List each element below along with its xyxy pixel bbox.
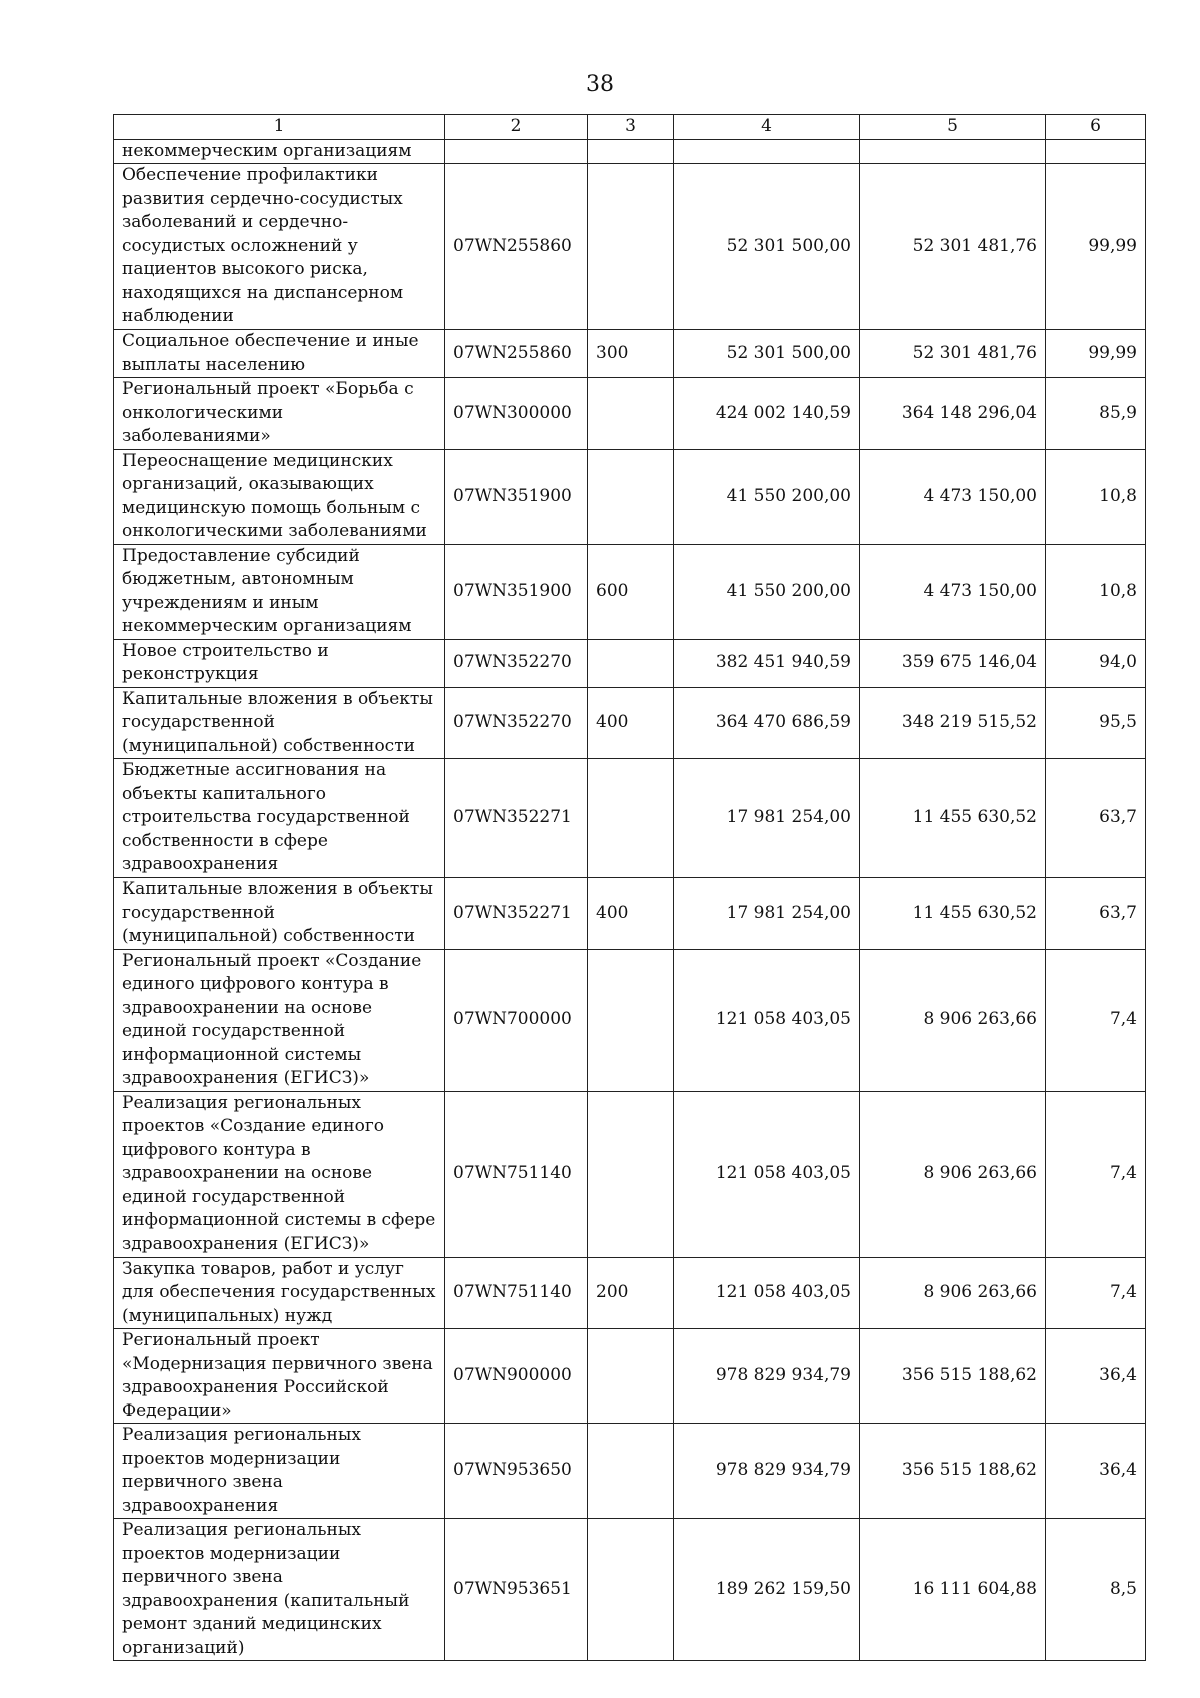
row-name: Закупка товаров, работ и услуг для обеспечения государственных (муниципальных) нужд xyxy=(114,1257,445,1329)
table-row xyxy=(114,449,1146,544)
row-percent: 99,99 xyxy=(1046,164,1146,330)
row-name: Переоснащение медицинских организаций, оказывающих медицинскую помощь больным с онкологическими заболеваниями xyxy=(114,449,445,544)
table-row xyxy=(114,139,1146,164)
row-percent: 94,0 xyxy=(1046,639,1146,687)
row-plan: 364 470 686,59 xyxy=(674,687,860,759)
row-code: 07WN751140 xyxy=(445,1091,588,1257)
row-code: 07WN352270 xyxy=(445,687,588,759)
row-code: 07WN300000 xyxy=(445,378,588,450)
row-plan: 17 981 254,00 xyxy=(674,759,860,878)
table-row xyxy=(114,639,1146,687)
row-actual: 348 219 515,52 xyxy=(860,687,1046,759)
row-name: некоммерческим организациям xyxy=(114,139,445,164)
row-name: Капитальные вложения в объекты государственной (муниципальной) собственности xyxy=(114,878,445,950)
row-actual: 11 455 630,52 xyxy=(860,759,1046,878)
row-actual: 52 301 481,76 xyxy=(860,164,1046,330)
table-body xyxy=(114,139,1146,1661)
row-code: 07WN351900 xyxy=(445,544,588,639)
row-actual: 4 473 150,00 xyxy=(860,449,1046,544)
table-row xyxy=(114,1519,1146,1661)
row-code xyxy=(445,139,588,164)
budget-table xyxy=(113,114,1146,1661)
row-percent: 95,5 xyxy=(1046,687,1146,759)
row-plan: 121 058 403,05 xyxy=(674,949,860,1091)
table-row xyxy=(114,164,1146,330)
row-plan: 41 550 200,00 xyxy=(674,449,860,544)
row-name: Социальное обеспечение и иные выплаты населению xyxy=(114,330,445,378)
row-name: Региональный проект «Создание единого цифрового контура в здравоохранении на основе единой государственной информационной системы здравоохранения (ЕГИСЗ)» xyxy=(114,949,445,1091)
table-row xyxy=(114,759,1146,878)
row-code: 07WN900000 xyxy=(445,1329,588,1424)
row-name: Обеспечение профилактики развития сердечно-сосудистых заболеваний и сердечно-сосудистых осложнений у пациентов высокого риска, находящихся на диспансерном наблюдении xyxy=(114,164,445,330)
row-plan: 424 002 140,59 xyxy=(674,378,860,450)
row-percent: 7,4 xyxy=(1046,1257,1146,1329)
row-actual: 52 301 481,76 xyxy=(860,330,1046,378)
row-percent: 63,7 xyxy=(1046,759,1146,878)
row-actual: 8 906 263,66 xyxy=(860,1257,1046,1329)
row-type xyxy=(588,164,674,330)
row-actual xyxy=(860,139,1046,164)
row-plan: 41 550 200,00 xyxy=(674,544,860,639)
row-actual: 8 906 263,66 xyxy=(860,1091,1046,1257)
row-name: Капитальные вложения в объекты государственной (муниципальной) собственности xyxy=(114,687,445,759)
row-name: Бюджетные ассигнования на объекты капитального строительства государственной собственности в сфере здравоохранения xyxy=(114,759,445,878)
row-actual: 359 675 146,04 xyxy=(860,639,1046,687)
row-actual: 8 906 263,66 xyxy=(860,949,1046,1091)
header-col-4: 4 xyxy=(674,115,860,140)
row-plan: 978 829 934,79 xyxy=(674,1424,860,1519)
table-row xyxy=(114,878,1146,950)
row-type xyxy=(588,1091,674,1257)
row-type xyxy=(588,1329,674,1424)
table-row xyxy=(114,330,1146,378)
row-plan: 52 301 500,00 xyxy=(674,330,860,378)
header-col-3: 3 xyxy=(588,115,674,140)
row-plan: 52 301 500,00 xyxy=(674,164,860,330)
row-name: Реализация региональных проектов модернизации первичного звена здравоохранения (капитальный ремонт зданий медицинских организаций) xyxy=(114,1519,445,1661)
row-type xyxy=(588,139,674,164)
row-type xyxy=(588,759,674,878)
row-name: Реализация региональных проектов модернизации первичного звена здравоохранения xyxy=(114,1424,445,1519)
table-row xyxy=(114,1091,1146,1257)
page-number: 38 xyxy=(586,72,614,97)
row-code: 07WN352271 xyxy=(445,878,588,950)
row-actual: 356 515 188,62 xyxy=(860,1424,1046,1519)
row-actual: 16 111 604,88 xyxy=(860,1519,1046,1661)
row-type xyxy=(588,449,674,544)
table-row xyxy=(114,1329,1146,1424)
header-col-5: 5 xyxy=(860,115,1046,140)
table-row xyxy=(114,687,1146,759)
row-plan: 189 262 159,50 xyxy=(674,1519,860,1661)
row-percent: 10,8 xyxy=(1046,544,1146,639)
row-plan xyxy=(674,139,860,164)
row-percent: 36,4 xyxy=(1046,1329,1146,1424)
table-row xyxy=(114,1257,1146,1329)
row-type xyxy=(588,949,674,1091)
row-percent: 63,7 xyxy=(1046,878,1146,950)
row-plan: 121 058 403,05 xyxy=(674,1257,860,1329)
row-type: 400 xyxy=(588,878,674,950)
row-percent: 99,99 xyxy=(1046,330,1146,378)
row-percent: 8,5 xyxy=(1046,1519,1146,1661)
row-type xyxy=(588,1424,674,1519)
row-code: 07WN953650 xyxy=(445,1424,588,1519)
row-percent: 7,4 xyxy=(1046,1091,1146,1257)
row-percent: 36,4 xyxy=(1046,1424,1146,1519)
row-code: 07WN352270 xyxy=(445,639,588,687)
table-row xyxy=(114,544,1146,639)
header-col-6: 6 xyxy=(1046,115,1146,140)
row-code: 07WN700000 xyxy=(445,949,588,1091)
row-name: Региональный проект «Борьба с онкологическими заболеваниями» xyxy=(114,378,445,450)
row-plan: 978 829 934,79 xyxy=(674,1329,860,1424)
row-code: 07WN953651 xyxy=(445,1519,588,1661)
row-plan: 17 981 254,00 xyxy=(674,878,860,950)
row-actual: 364 148 296,04 xyxy=(860,378,1046,450)
row-percent: 7,4 xyxy=(1046,949,1146,1091)
row-percent: 10,8 xyxy=(1046,449,1146,544)
row-percent: 85,9 xyxy=(1046,378,1146,450)
table-header xyxy=(114,115,1146,140)
table-row xyxy=(114,1424,1146,1519)
row-name: Реализация региональных проектов «Создание единого цифрового контура в здравоохранении на основе единой государственной информационной системы в сфере здравоохранения (ЕГИСЗ)» xyxy=(114,1091,445,1257)
table-row xyxy=(114,378,1146,450)
row-actual: 4 473 150,00 xyxy=(860,544,1046,639)
row-name: Региональный проект «Модернизация первичного звена здравоохранения Российской Федерации» xyxy=(114,1329,445,1424)
header-row xyxy=(114,115,1146,140)
row-actual: 356 515 188,62 xyxy=(860,1329,1046,1424)
row-type: 200 xyxy=(588,1257,674,1329)
row-code: 07WN352271 xyxy=(445,759,588,878)
row-name: Новое строительство и реконструкция xyxy=(114,639,445,687)
row-percent xyxy=(1046,139,1146,164)
header-col-2: 2 xyxy=(445,115,588,140)
row-code: 07WN351900 xyxy=(445,449,588,544)
row-type: 300 xyxy=(588,330,674,378)
row-name: Предоставление субсидий бюджетным, автономным учреждениям и иным некоммерческим организациям xyxy=(114,544,445,639)
row-type xyxy=(588,639,674,687)
row-plan: 382 451 940,59 xyxy=(674,639,860,687)
header-col-1: 1 xyxy=(114,115,445,140)
row-plan: 121 058 403,05 xyxy=(674,1091,860,1257)
row-actual: 11 455 630,52 xyxy=(860,878,1046,950)
row-type: 600 xyxy=(588,544,674,639)
row-code: 07WN255860 xyxy=(445,330,588,378)
table-row xyxy=(114,949,1146,1091)
row-code: 07WN255860 xyxy=(445,164,588,330)
row-type xyxy=(588,1519,674,1661)
row-code: 07WN751140 xyxy=(445,1257,588,1329)
row-type: 400 xyxy=(588,687,674,759)
row-type xyxy=(588,378,674,450)
